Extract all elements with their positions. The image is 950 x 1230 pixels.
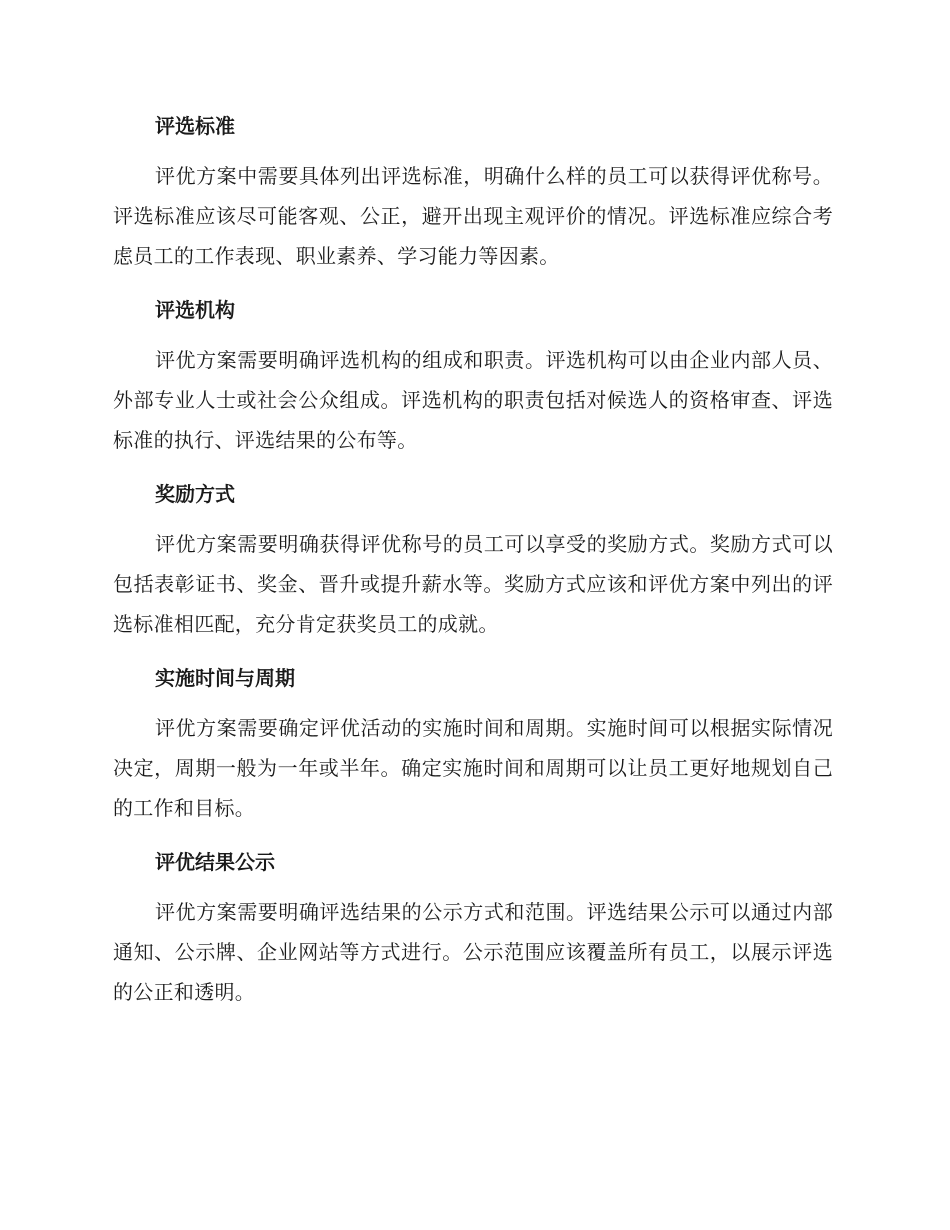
section-result-announcement: [113, 842, 833, 1012]
section-paragraph: 评优方案中需要具体列出评选标准，明确什么样的员工可以获得评优称号。评选标准应该尽可能客观、公正，避开出现主观评价的情况。评选标准应综合考虑员工的工作表现、职业素养、学习能力等因素。: [113, 164, 833, 268]
section-paragraph: 评优方案需要明确评选结果的公示方式和范围。评选结果公示可以通过内部通知、公示牌、企业网站等方式进行。公示范围应该覆盖所有员工，以展示评选的公正和透明。: [113, 900, 833, 1004]
section-paragraph: 评优方案需要确定评优活动的实施时间和周期。实施时间可以根据实际情况决定，周期一般为一年或半年。确定实施时间和周期可以让员工更好地规划自己的工作和目标。: [113, 716, 833, 820]
section-selection-criteria: [113, 106, 833, 276]
section-heading: 评选机构: [155, 298, 235, 322]
section-timing-and-cycle: [113, 658, 833, 828]
section-heading: 奖励方式: [155, 482, 235, 506]
section-selection-committee: [113, 290, 833, 460]
section-heading: 实施时间与周期: [155, 666, 295, 690]
section-heading: 评选标准: [155, 114, 235, 138]
section-paragraph: 评优方案需要明确评选机构的组成和职责。评选机构可以由企业内部人员、外部专业人士或社会公众组成。评选机构的职责包括对候选人的资格审查、评选标准的执行、评选结果的公布等。: [113, 348, 833, 452]
section-reward-methods: [113, 474, 833, 644]
section-paragraph: 评优方案需要明确获得评优称号的员工可以享受的奖励方式。奖励方式可以包括表彰证书、奖金、晋升或提升薪水等。奖励方式应该和评优方案中列出的评选标准相匹配，充分肯定获奖员工的成就。: [113, 532, 833, 636]
section-heading: 评优结果公示: [155, 850, 275, 874]
document-body: [113, 106, 833, 1026]
